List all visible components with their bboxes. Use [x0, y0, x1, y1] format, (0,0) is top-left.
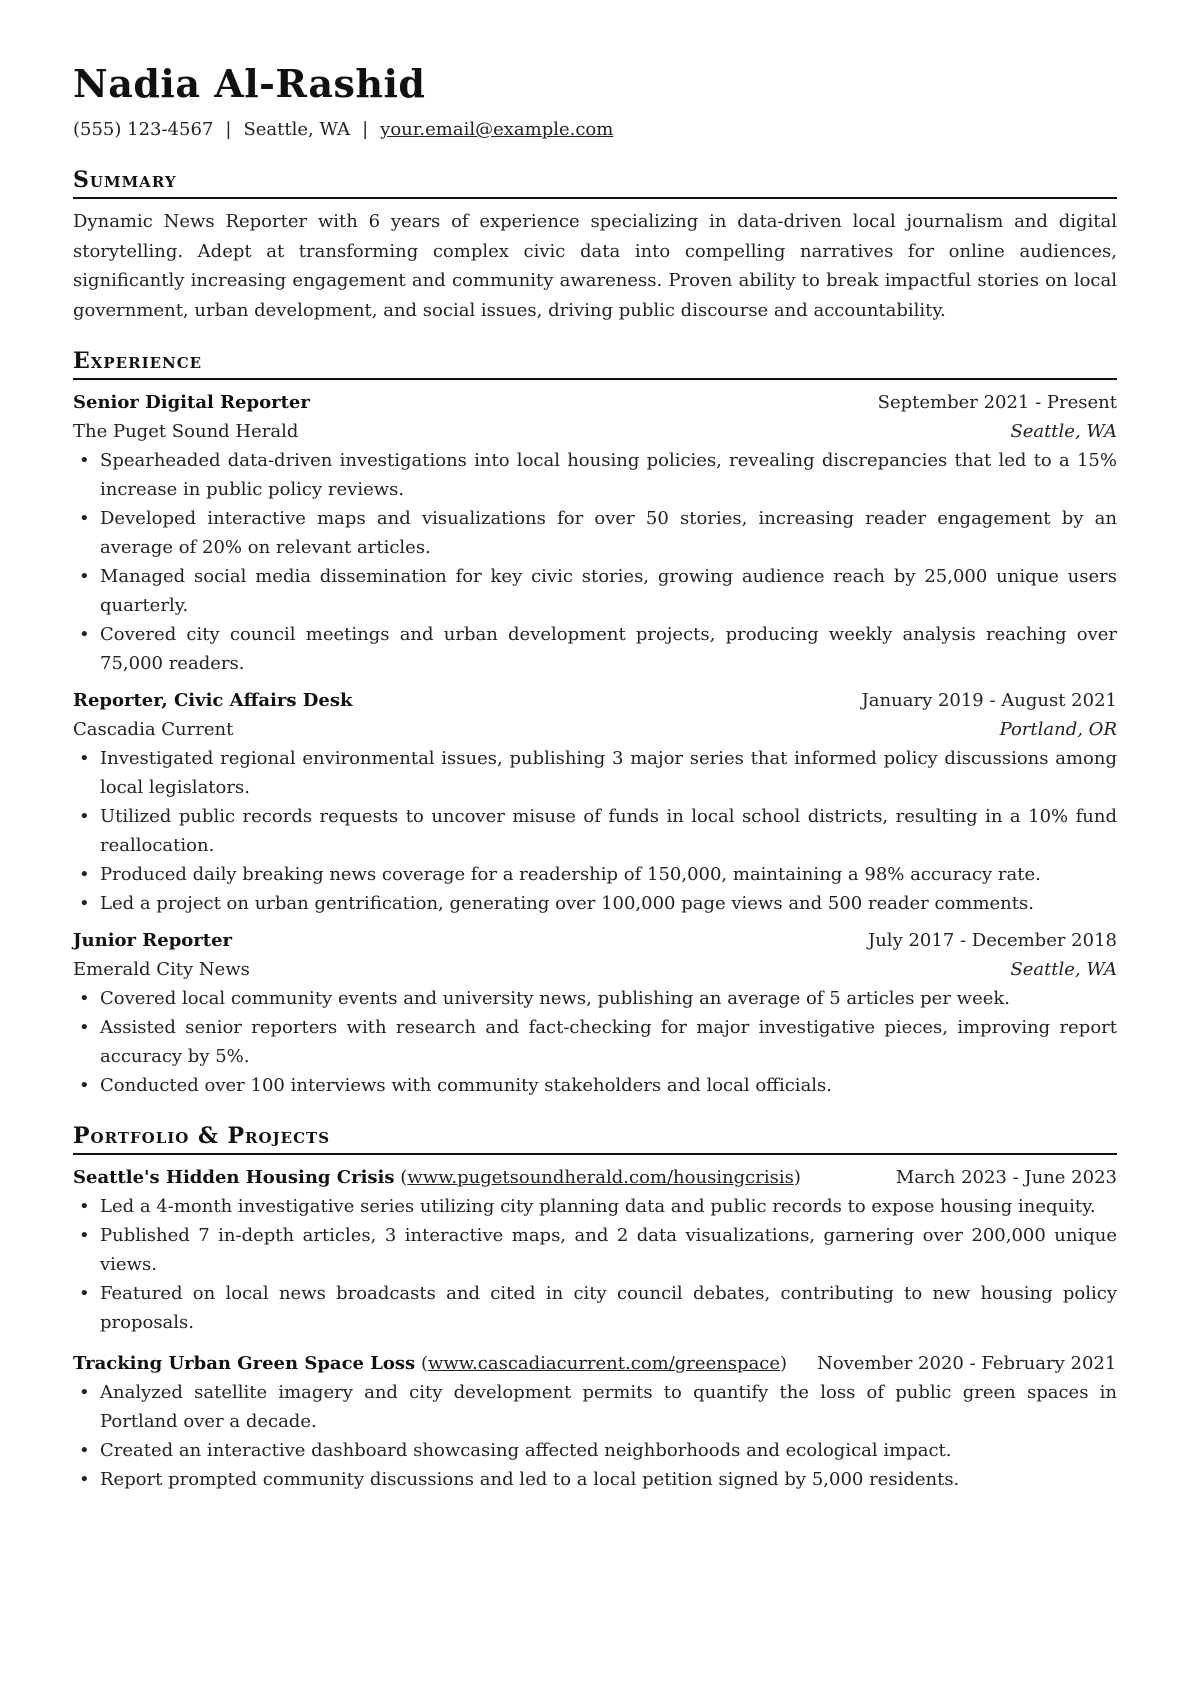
- bullet-item: • Led a 4-month investigative series utilizing city planning data and public records to expose housing inequity.: [73, 1192, 1117, 1221]
- job-organization: Emerald City News: [73, 959, 250, 980]
- job-dates: September 2021 - Present: [877, 392, 1117, 413]
- experience-section: [73, 347, 1117, 1100]
- bullet-item: • Featured on local news broadcasts and cited in city council debates, contributing to new housing policy proposals.: [73, 1279, 1117, 1337]
- contact-separator: |: [362, 119, 369, 140]
- job-role: Junior Reporter: [73, 930, 233, 951]
- project-title: Seattle's Hidden Housing Crisis: [73, 1167, 395, 1188]
- project-header: [73, 1163, 1117, 1192]
- link-paren: (: [420, 1353, 428, 1374]
- candidate-name: Nadia Al-Rashid: [73, 61, 426, 106]
- job-role: Senior Digital Reporter: [73, 392, 310, 413]
- job-dates: January 2019 - August 2021: [861, 690, 1117, 711]
- bullet-item: • Managed social media dissemination for key civic stories, growing audience reach by 25,000 unique users quarterly.: [73, 562, 1117, 620]
- project-title-line: [73, 1163, 801, 1192]
- bullet-item: • Created an interactive dashboard showcasing affected neighborhoods and ecological impact.: [73, 1436, 1117, 1465]
- job-subheader: [73, 715, 1117, 744]
- contact-separator: |: [225, 119, 232, 140]
- project-title: Tracking Urban Green Space Loss: [73, 1353, 416, 1374]
- job-entry: [73, 926, 1117, 1100]
- project-dates: March 2023 - June 2023: [895, 1167, 1117, 1188]
- bullet-item: • Report prompted community discussions and led to a local petition signed by 5,000 residents.: [73, 1465, 1117, 1494]
- project-dates: November 2020 - February 2021: [817, 1353, 1117, 1374]
- job-organization: The Puget Sound Herald: [73, 421, 299, 442]
- job-header: [73, 388, 1117, 417]
- bullet-item: • Covered local community events and university news, publishing an average of 5 articles per week.: [73, 984, 1117, 1013]
- experience-heading: Experience: [73, 347, 1117, 380]
- job-subheader: [73, 955, 1117, 984]
- job-location: Seattle, WA: [1010, 421, 1117, 442]
- job-bullets: [73, 984, 1117, 1100]
- job-header: [73, 686, 1117, 715]
- job-location: Portland, OR: [999, 719, 1117, 740]
- project-entry: [73, 1163, 1117, 1337]
- location-text: Seattle, WA: [243, 119, 351, 140]
- email-link[interactable]: your.email@example.com: [380, 119, 614, 140]
- bullet-item: • Developed interactive maps and visualizations for over 50 stories, increasing reader engagement by an average of 20% on relevant articles.: [73, 504, 1117, 562]
- job-bullets: [73, 744, 1117, 918]
- link-paren: ): [793, 1167, 801, 1188]
- project-bullets: [73, 1378, 1117, 1494]
- job-subheader: [73, 417, 1117, 446]
- job-header: [73, 926, 1117, 955]
- job-bullets: [73, 446, 1117, 678]
- bullet-item: • Utilized public records requests to uncover misuse of funds in local school districts, resulting in a 10% fund reallocation.: [73, 802, 1117, 860]
- bullet-item: • Conducted over 100 interviews with community stakeholders and local officials.: [73, 1071, 1117, 1100]
- phone-number: (555) 123-4567: [73, 119, 214, 140]
- job-entry: [73, 388, 1117, 678]
- bullet-item: • Assisted senior reporters with research and fact-checking for major investigative pieces, improving report accuracy by 5%.: [73, 1013, 1117, 1071]
- project-bullets: [73, 1192, 1117, 1337]
- summary-section: [73, 166, 1117, 325]
- summary-text: Dynamic News Reporter with 6 years of experience specializing in data-driven local journalism and digital storytelling. Adept at transforming complex civic data into compelling narratives for online audiences, significantly increasing engagement and community awareness. Proven ability to break impactful stories on local government, urban development, and social issues, driving public discourse and accountability.: [73, 211, 1117, 321]
- link-paren: ): [780, 1353, 788, 1374]
- bullet-item: • Investigated regional environmental issues, publishing 3 major series that informed policy discussions among local legislators.: [73, 744, 1117, 802]
- job-entry: [73, 686, 1117, 918]
- projects-section: [73, 1122, 1117, 1494]
- bullet-item: • Analyzed satellite imagery and city development permits to quantify the loss of public green spaces in Portland over a decade.: [73, 1378, 1117, 1436]
- project-link[interactable]: www.cascadiacurrent.com/greenspace: [427, 1353, 781, 1374]
- bullet-item: • Published 7 in-depth articles, 3 interactive maps, and 2 data visualizations, garnering over 200,000 unique views.: [73, 1221, 1117, 1279]
- bullet-item: • Covered city council meetings and urban development projects, producing weekly analysis reaching over 75,000 readers.: [73, 620, 1117, 678]
- contact-line: [73, 116, 1117, 144]
- summary-heading: Summary: [73, 166, 1117, 199]
- project-header: [73, 1349, 1117, 1378]
- bullet-item: • Spearheaded data-driven investigations into local housing policies, revealing discrepancies that led to a 15% increase in public policy reviews.: [73, 446, 1117, 504]
- job-organization: Cascadia Current: [73, 719, 234, 740]
- project-entry: [73, 1349, 1117, 1494]
- bullet-item: • Led a project on urban gentrification, generating over 100,000 page views and 500 reader comments.: [73, 889, 1117, 918]
- projects-heading: Portfolio & Projects: [73, 1122, 1117, 1155]
- job-role: Reporter, Civic Affairs Desk: [73, 690, 353, 711]
- job-location: Seattle, WA: [1010, 959, 1117, 980]
- link-paren: (: [400, 1167, 408, 1188]
- project-link[interactable]: www.pugetsoundherald.com/housingcrisis: [407, 1167, 794, 1188]
- job-dates: July 2017 - December 2018: [868, 930, 1117, 951]
- bullet-item: • Produced daily breaking news coverage for a readership of 150,000, maintaining a 98% accuracy rate.: [73, 860, 1117, 889]
